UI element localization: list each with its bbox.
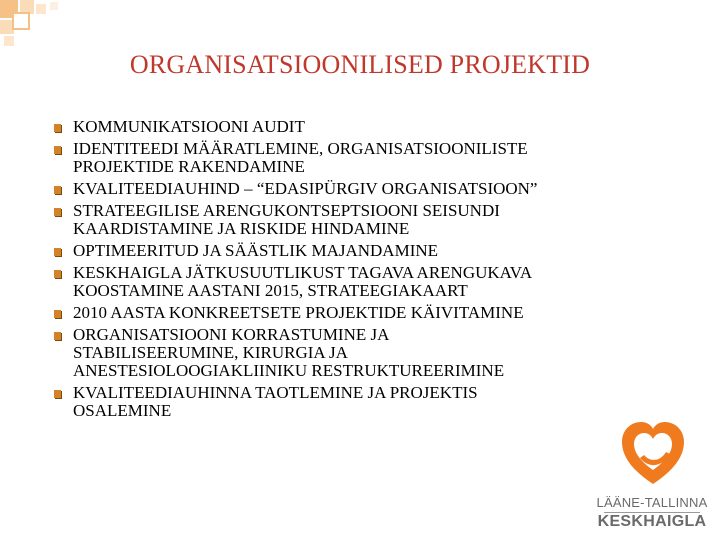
heart-logo-icon (618, 418, 688, 490)
bullet-item (54, 202, 694, 238)
bullet-text-line: KOOSTAMINE AASTANI 2015, STRATEEGIAKAART (73, 281, 468, 300)
hospital-logo (590, 410, 714, 535)
bullet-text-line: KVALITEEDIAUHIND – “EDASIPÜRGIV ORGANISATSIOON” (73, 179, 538, 198)
logo-line-bottom: KESKHAIGLA (597, 513, 707, 530)
bullet-square-icon (54, 248, 61, 256)
bullet-text-line: PROJEKTIDE RAKENDAMINE (73, 157, 305, 176)
bullet-text-line: OPTIMEERITUD JA SÄÄSTLIK MAJANDAMINE (73, 241, 439, 260)
bullet-item (54, 242, 694, 260)
bullet-text-line: 2010 AASTA KONKREETSETE PROJEKTIDE KÄIVITAMINE (73, 303, 524, 322)
bullet-item (54, 180, 694, 198)
bullet-square-icon (54, 390, 61, 398)
bullet-item (54, 304, 694, 322)
bullet-square-icon (54, 124, 61, 132)
bullet-square-icon (54, 310, 61, 318)
bullet-square-icon (54, 186, 61, 194)
bullet-text-line: IDENTITEEDI MÄÄRATLEMINE, ORGANISATSIOONILISTE (73, 139, 528, 158)
bullet-text-line: ANESTESIOLOOGIAKLIINIKU RESTRUKTUREERIMINE (73, 361, 505, 380)
bullet-text-line: KOMMUNIKATSIOONI AUDIT (73, 117, 305, 136)
bullet-item (54, 326, 694, 380)
bullet-text-line: STABILISEERUMINE, KIRURGIA JA (73, 343, 348, 362)
bullet-text-line: OSALEMINE (73, 401, 172, 420)
bullet-item (54, 264, 694, 300)
slide-title: ORGANISATSIOONILISED PROJEKTID (129, 50, 591, 79)
bullet-text-line: KVALITEEDIAUHINNA TAOTLEMINE JA PROJEKTIS (73, 383, 478, 402)
bullet-square-icon (54, 146, 61, 154)
bullet-item (54, 118, 694, 136)
bullet-text-line: KESKHAIGLA JÄTKUSUUTLIKUST TAGAVA ARENGUKAVA (73, 263, 533, 282)
bullet-square-icon (54, 332, 61, 340)
bullet-text-line: STRATEEGILISE ARENGUKONTSEPTSIOONI SEISUNDI (73, 201, 500, 220)
bullet-list (54, 118, 694, 424)
bullet-text-line: KAARDISTAMINE JA RISKIDE HINDAMINE (73, 219, 410, 238)
bullet-square-icon (54, 270, 61, 278)
bullet-item (54, 140, 694, 176)
logo-line-top: LÄÄNE-TALLINNA (596, 495, 708, 510)
bullet-square-icon (54, 208, 61, 216)
bullet-text-line: ORGANISATSIOONI KORRASTUMINE JA (73, 325, 390, 344)
